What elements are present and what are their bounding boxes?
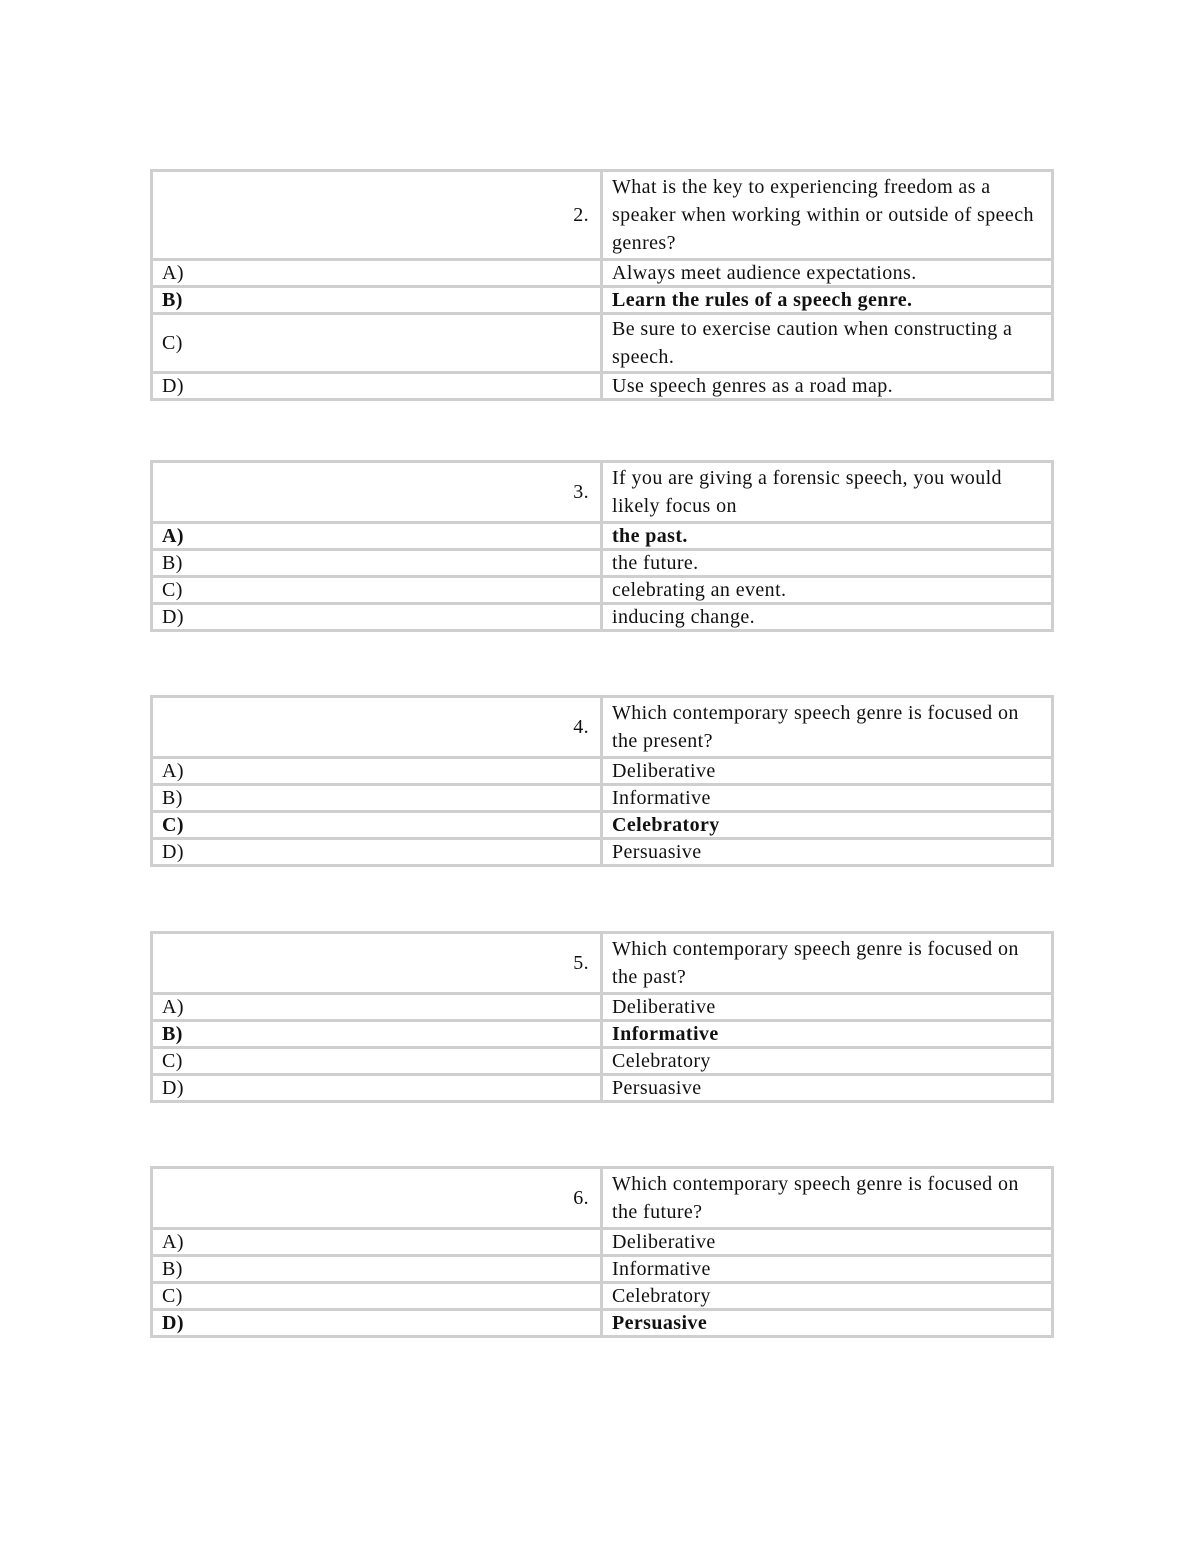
option-text: Celebratory	[602, 812, 1053, 839]
question-number: 5.	[152, 933, 602, 994]
option-text: Informative	[602, 1256, 1053, 1283]
option-row-correct	[152, 1021, 1053, 1048]
option-letter: A)	[152, 758, 602, 785]
question-row	[152, 1168, 1053, 1229]
question-table	[150, 931, 1054, 1103]
question-row	[152, 697, 1053, 758]
option-row	[152, 577, 1053, 604]
question-number: 4.	[152, 697, 602, 758]
option-letter: B)	[152, 550, 602, 577]
option-row	[152, 1283, 1053, 1310]
option-row	[152, 373, 1053, 400]
option-letter: C)	[152, 1283, 602, 1310]
question-row	[152, 933, 1053, 994]
option-text: the future.	[602, 550, 1053, 577]
option-letter: B)	[152, 1021, 602, 1048]
option-letter: B)	[152, 1256, 602, 1283]
option-text: the past.	[602, 523, 1053, 550]
option-row	[152, 1256, 1053, 1283]
option-letter: A)	[152, 260, 602, 287]
option-text: Persuasive	[602, 1310, 1053, 1337]
option-letter: B)	[152, 785, 602, 812]
option-row	[152, 550, 1053, 577]
option-row	[152, 260, 1053, 287]
option-text: inducing change.	[602, 604, 1053, 631]
option-row-correct	[152, 1310, 1053, 1337]
option-letter: A)	[152, 523, 602, 550]
option-row	[152, 1075, 1053, 1102]
question-table	[150, 460, 1054, 632]
option-letter: B)	[152, 287, 602, 314]
option-letter: D)	[152, 604, 602, 631]
option-text: Deliberative	[602, 994, 1053, 1021]
option-text: Celebratory	[602, 1048, 1053, 1075]
option-letter: C)	[152, 1048, 602, 1075]
option-text: Learn the rules of a speech genre.	[602, 287, 1053, 314]
question-number: 6.	[152, 1168, 602, 1229]
question-number: 2.	[152, 171, 602, 260]
option-row	[152, 1048, 1053, 1075]
option-text: Deliberative	[602, 1229, 1053, 1256]
option-text: Persuasive	[602, 839, 1053, 866]
option-row	[152, 994, 1053, 1021]
question-text: Which contemporary speech genre is focused on the future?	[602, 1168, 1053, 1229]
option-letter: A)	[152, 994, 602, 1021]
option-row-correct	[152, 523, 1053, 550]
option-row	[152, 839, 1053, 866]
option-row	[152, 604, 1053, 631]
option-text: Use speech genres as a road map.	[602, 373, 1053, 400]
option-row	[152, 1229, 1053, 1256]
question-table	[150, 1166, 1054, 1338]
option-letter: D)	[152, 1310, 602, 1337]
option-text: Always meet audience expectations.	[602, 260, 1053, 287]
option-row	[152, 314, 1053, 373]
option-letter: A)	[152, 1229, 602, 1256]
option-text: Informative	[602, 785, 1053, 812]
option-letter: D)	[152, 839, 602, 866]
option-text: celebrating an event.	[602, 577, 1053, 604]
option-row	[152, 785, 1053, 812]
option-text: Be sure to exercise caution when constructing a speech.	[602, 314, 1053, 373]
option-letter: C)	[152, 812, 602, 839]
question-text: If you are giving a forensic speech, you would likely focus on	[602, 462, 1053, 523]
question-text: What is the key to experiencing freedom as a speaker when working within or outside of speech genres?	[602, 171, 1053, 260]
option-text: Persuasive	[602, 1075, 1053, 1102]
option-text: Informative	[602, 1021, 1053, 1048]
question-row	[152, 462, 1053, 523]
option-letter: D)	[152, 373, 602, 400]
question-table	[150, 169, 1054, 401]
option-row	[152, 758, 1053, 785]
option-text: Deliberative	[602, 758, 1053, 785]
option-row-correct	[152, 287, 1053, 314]
question-number: 3.	[152, 462, 602, 523]
option-row-correct	[152, 812, 1053, 839]
option-letter: C)	[152, 314, 602, 373]
option-letter: D)	[152, 1075, 602, 1102]
question-table	[150, 695, 1054, 867]
option-letter: C)	[152, 577, 602, 604]
question-row	[152, 171, 1053, 260]
option-text: Celebratory	[602, 1283, 1053, 1310]
question-text: Which contemporary speech genre is focused on the present?	[602, 697, 1053, 758]
question-text: Which contemporary speech genre is focused on the past?	[602, 933, 1053, 994]
